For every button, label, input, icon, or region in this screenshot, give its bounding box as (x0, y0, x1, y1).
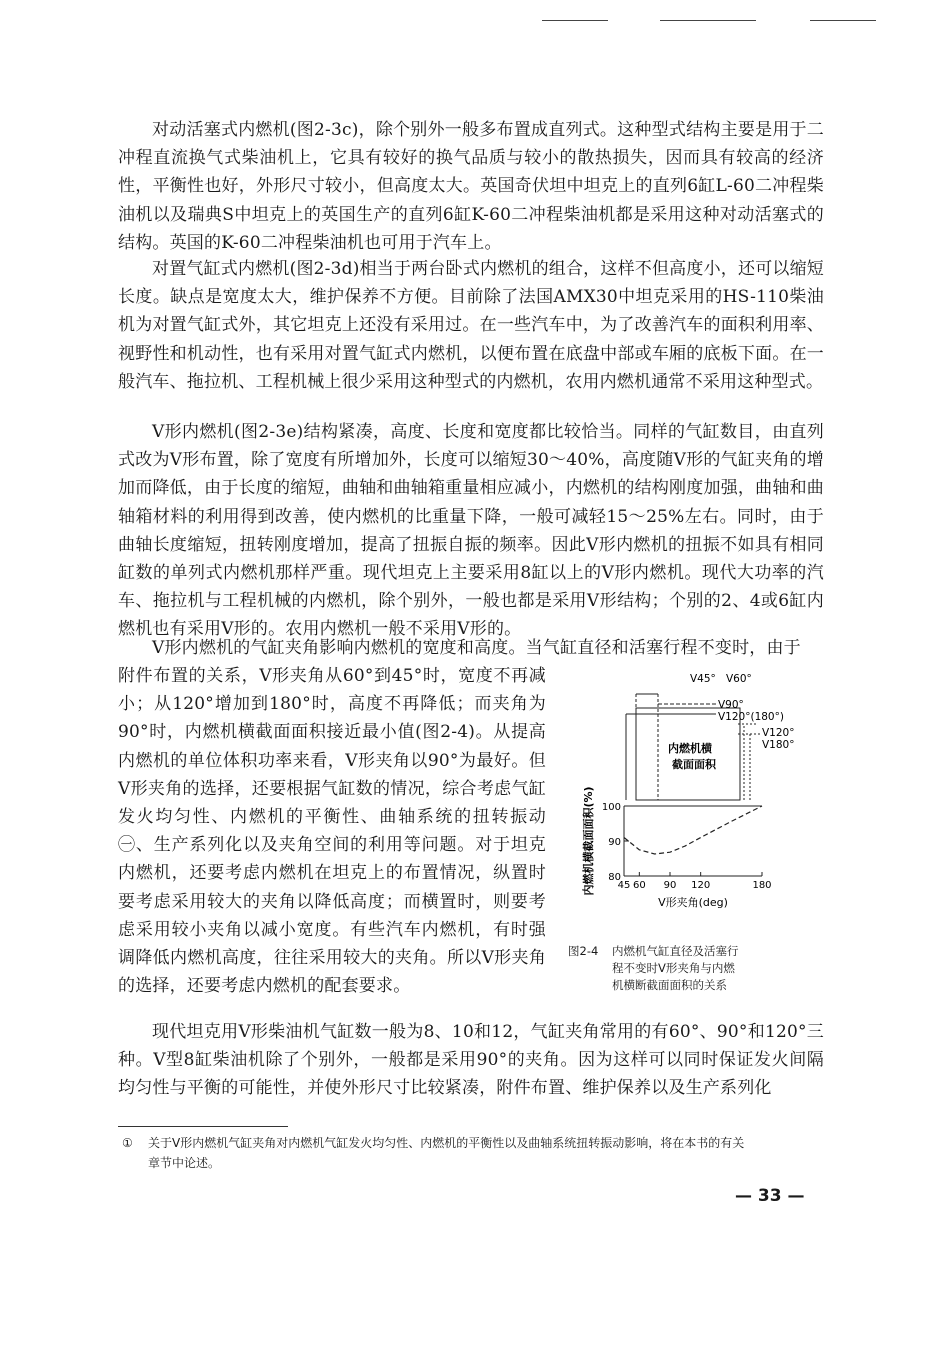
y-axis-label: 内燃机横截面面积(%) (582, 786, 595, 896)
paragraph-v-angle-body: 附件布置的关系，V形夹角从60°到45°时，宽度不再减小；从120°增加到180°时，高度不再降低；而夹角为90°时，内燃机横截面面积接近最小值(图2-4)。从提高内燃机的单位体积功率来看，V形夹角以90°为最好。但V形夹角的选择，还要根据气缸数的情况，综合考虑气缸发火均匀性、内燃机的平衡性、曲轴系统的扭转振动㊀、生产系列化以及夹角空间的利用等问题。对于坦克内燃机，还要考虑内燃机在坦克上的布置情况，纵置时要考虑采用较大的夹角以降低高度；而横置时，则要考虑采用较小夹角以减小宽度。有些汽车内燃机，有时强调降低内燃机高度，往往采用较大的夹角。所以V形夹角的选择，还要考虑内燃机的配套要求。 (118, 666, 546, 997)
label-v90: V90° (718, 699, 744, 711)
label-v120-180: V120°(180°) (718, 711, 784, 723)
label-v60: V60° (726, 673, 752, 685)
footnote-line-2: 章节中论述。 (148, 1156, 221, 1170)
area-vs-angle-chart (581, 786, 772, 909)
y-tick-label: 90 (608, 837, 621, 848)
figure-number: 图2-4 (568, 944, 599, 958)
x-tick-label: 90 (663, 880, 677, 891)
area-curve (624, 806, 762, 854)
header-rule-2 (660, 20, 756, 21)
figure-diagram (566, 664, 826, 944)
footnote-rule (118, 1126, 288, 1127)
label-v180: V180° (762, 739, 795, 751)
caption-line-1: 内燃机气缸直径及活塞行 (612, 944, 739, 958)
x-tick-label: 120 (691, 880, 711, 891)
x-tick-label: 180 (752, 880, 772, 891)
paragraph-modern-tank-v: 现代坦克用V形柴油机气缸数一般为8、10和12，气缸夹角常用的有60°、90°和120°三种。V型8缸柴油机除了个别外，一般都是采用90°的夹角。因为这样可以同时保证发火间隔均匀性与平衡的可能性，并使外形尺寸比较紧凑，附件布置、维护保养以及生产系列化 (118, 1022, 824, 1099)
figure-caption (568, 943, 778, 994)
x-tick-label: 60 (632, 880, 646, 891)
label-area-line1: 内燃机横 (668, 742, 712, 755)
x-axis-label: V形夹角(deg) (658, 896, 728, 909)
label-v120: V120° (762, 727, 795, 739)
label-area-line2: 截面面积 (672, 758, 716, 771)
header-rule-3 (810, 20, 876, 21)
paragraph-opposed-piston: 对动活塞式内燃机(图2-3c)，除个别外一般多布置成直列式。这种型式结构主要是用于二冲程直流换气式柴油机上，它具有较好的换气品质与较小的散热损失，因而具有较高的经济性，平衡性也好，外形尺寸较小，但高度太大。英国奇伏坦中坦克上的直列6缸L-60二冲程柴油机以及瑞典S中坦克上的英国生产的直列6缸K-60二冲程柴油机都是采用这种对动活塞式的结构。英国的K-60二冲程柴油机也可用于汽车上。 (118, 120, 824, 253)
caption-line-3: 机横断截面面积的关系 (612, 978, 727, 992)
footnote-mark: ① (122, 1136, 133, 1150)
footnote-line-1: 关于V形内燃机气缸夹角对内燃机气缸发火均匀性、内燃机的平衡性以及曲轴系统扭转振动影响，将在本书的有关 (148, 1136, 745, 1150)
header-rule-1 (542, 20, 608, 21)
caption-line-2: 程不变时V形夹角与内燃 (612, 961, 735, 975)
page-number: — 33 — (735, 1186, 805, 1206)
paragraph-v-angle-intro: V形内燃机的气缸夹角影响内燃机的宽度和高度。当气缸直径和活塞行程不变时，由于 (152, 638, 801, 658)
x-tick-label: 45 (617, 880, 631, 891)
footnote (118, 1133, 824, 1173)
paragraph-opposed-cylinder: 对置气缸式内燃机(图2-3d)相当于两台卧式内燃机的组合，这样不但高度小，还可以缩短长度。缺点是宽度太大，维护保养不方便。目前除了法国AMX30中坦克采用的HS-110柴油机为对置气缸式外，其它坦克上还没有采用过。在一些汽车中，为了改善汽车的面积利用率、视野性和机动性，也有采用对置气缸式内燃机，以便布置在底盘中部或车厢的底板下面。在一般汽车、拖拉机、工程机械上很少采用这种型式的内燃机，农用内燃机通常不采用这种型式。 (118, 259, 824, 392)
label-v45: V45° (690, 673, 716, 685)
y-tick-label: 80 (608, 872, 621, 883)
paragraph-v-engine: V形内燃机(图2-3e)结构紧凑，高度、长度和宽度都比较恰当。同样的气缸数目，由直列式改为V形布置，除了宽度有所增加外，长度可以缩短30～40%，高度随V形的气缸夹角的增加而降低，由于长度的缩短，曲轴和曲轴箱重量相应减小，内燃机的结构刚度加强，曲轴和曲轴箱材料的利用得到改善，使内燃机的比重量下降，一般可减轻15～25%左右。同时，由于曲轴长度缩短，扭转刚度增加，提高了扭振自振的频率。因此V形内燃机的扭振不如具有相同缸数的单列式内燃机那样严重。现代坦克上主要采用8缸以上的V形内燃机。现代大功率的汽车、拖拉机与工程机械的内燃机，除个别外，一般也都是采用V形结构；个别的2、4或6缸内燃机也有采用V形的。农用内燃机一般不采用V形的。 (118, 422, 824, 640)
y-tick-label: 100 (601, 802, 621, 813)
